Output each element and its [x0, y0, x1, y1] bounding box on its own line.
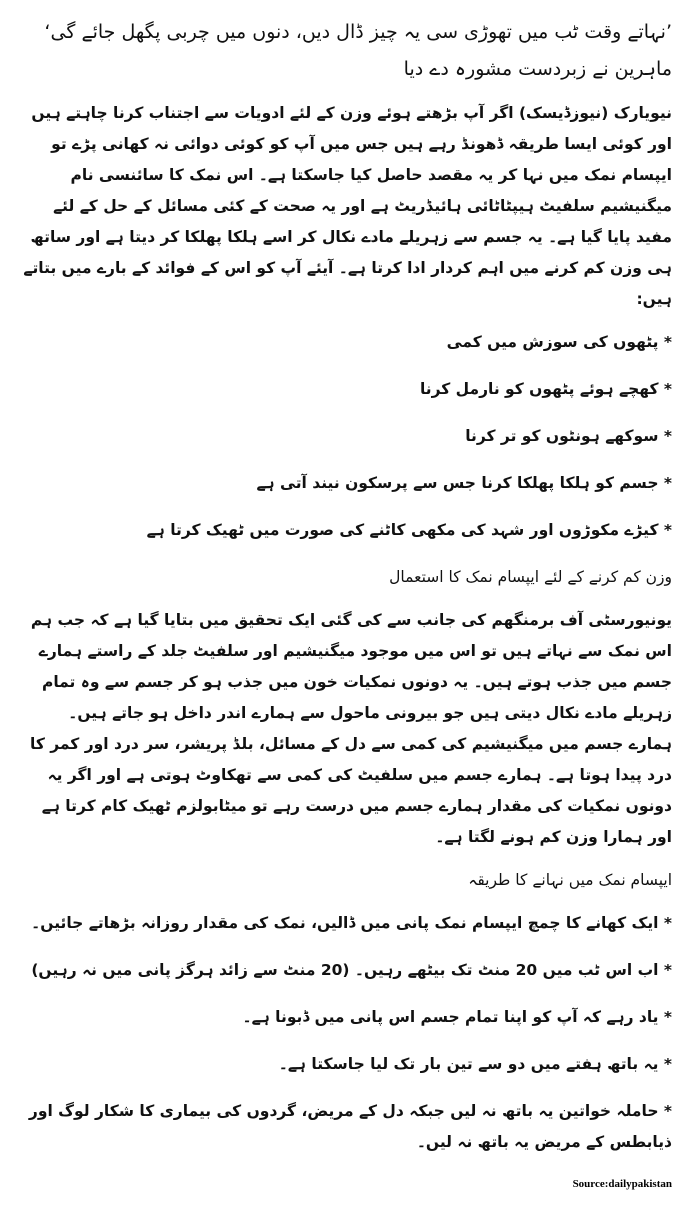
step-item: * ایک کھانے کا چمچ ایپسام نمک پانی میں ڈالیں، نمک کی مقدار روزانہ بڑھاتے جائیں۔: [31, 914, 672, 932]
research-paragraph: یونیورسٹی آف برمنگھم کی جانب سے کی گئی ایک تحقیق میں بتایا گیا ہے کہ جب ہم اس نمک سے نہاتے ہیں تو اس میں موجود میگنیشیم اور سلفیٹ جلد کے راستے ہمارے جسم میں جذب ہوتے ہیں۔ یہ دونوں نمکیات خون میں جذب ہو کر جسم سے وہ تمام زہریلے مادے نکال دیتی ہیں جو بیرونی ماحول سے ہمارے اندر داخل ہو جاتے ہیں۔ ہمارے جسم میں میگنیشیم کی کمی سے دل کے مسائل، بلڈ پریشر، سر درد اور کمر کا درد پیدا ہوتا ہے۔ ہمارے جسم میں سلفیٹ کی کمی سے تھکاوٹ ہوتی ہے اور اگر یہ دونوں نمکیات کی مقدار ہمارے جسم میں درست رہے تو میٹابولزم ٹھیک کام کرتا ہے اور ہمارا وزن کم ہونے لگتا ہے۔: [30, 611, 672, 846]
section-heading-method: ایپسام نمک میں نہانے کا طریقہ: [468, 871, 672, 889]
section-heading-weight-loss: وزن کم کرنے کے لئے ایپسام نمک کا استعمال: [389, 568, 672, 586]
benefits-list: [22, 327, 672, 546]
article: [22, 14, 672, 1174]
benefit-item: * سوکھے ہونٹوں کو تر کرنا: [465, 427, 672, 445]
step-item: * یہ باتھ ہفتے میں دو سے تین بار تک لیا جاسکتا ہے۔: [278, 1055, 672, 1073]
benefit-item: * کیڑے مکوڑوں اور شہد کی مکھی کاٹنے کی صورت میں ٹھیک کرتا ہے: [146, 521, 672, 539]
step-item: * حاملہ خواتین یہ باتھ نہ لیں جبکہ دل کے مریض، گردوں کی بیماری کا شکار لوگ اور ذیابطس کے مریض یہ باتھ نہ لیں۔: [28, 1102, 672, 1151]
benefit-item: * پٹھوں کی سوزش میں کمی: [446, 333, 672, 351]
intro-paragraph: نیویارک (نیوزڈیسک) اگر آپ بڑھتے ہوئے وزن کے لئے ادویات سے اجتناب کرنا چاہتے ہیں اور کوئی ایسا طریقہ ڈھونڈ رہے ہیں جس میں آپ کو کوئی دوائی نہ کھانی پڑے تو ایپسام نمک میں نہا کر یہ مقصد حاصل کیا جاسکتا ہے۔ اس نمک کا سائنسی نام میگنیشیم سلفیٹ ہیپٹاٹائی ہائیڈریٹ ہے اور یہ صحت کے کئی مسائل کے حل کے لئے مفید پایا گیا ہے۔ یہ جسم سے زہریلے مادے نکال کر اسے ہلکا پھلکا کر دیتا ہے اور ساتھ ہی وزن کم کرنے میں اہم کردار ادا کرتا ہے۔ آیئے آپ کو اس کے فوائد کے بارے میں بتاتے ہیں:: [23, 104, 672, 308]
steps-list: [22, 908, 672, 1158]
benefit-item: * کھچے ہوئے پٹھوں کو نارمل کرنا: [419, 380, 672, 398]
article-title: ’نہاتے وقت ٹب میں تھوڑی سی یہ چیز ڈال دیں، دنوں میں چربی پگھل جائے گی‘ ماہرین نے زبردست مشورہ دے دیا: [44, 21, 672, 80]
benefit-item: * جسم کو ہلکا پھلکا کرنا جس سے پرسکون نیند آتی ہے: [256, 474, 672, 492]
step-item: * یاد رہے کہ آپ کو اپنا تمام جسم اس پانی میں ڈبونا ہے۔: [242, 1008, 672, 1026]
source-credit: Source:dailypakistan: [572, 1178, 672, 1190]
step-item: * اب اس ٹب میں 20 منٹ تک بیٹھے رہیں۔ (20 منٹ سے زائد ہرگز پانی میں نہ رہیں): [31, 961, 672, 979]
